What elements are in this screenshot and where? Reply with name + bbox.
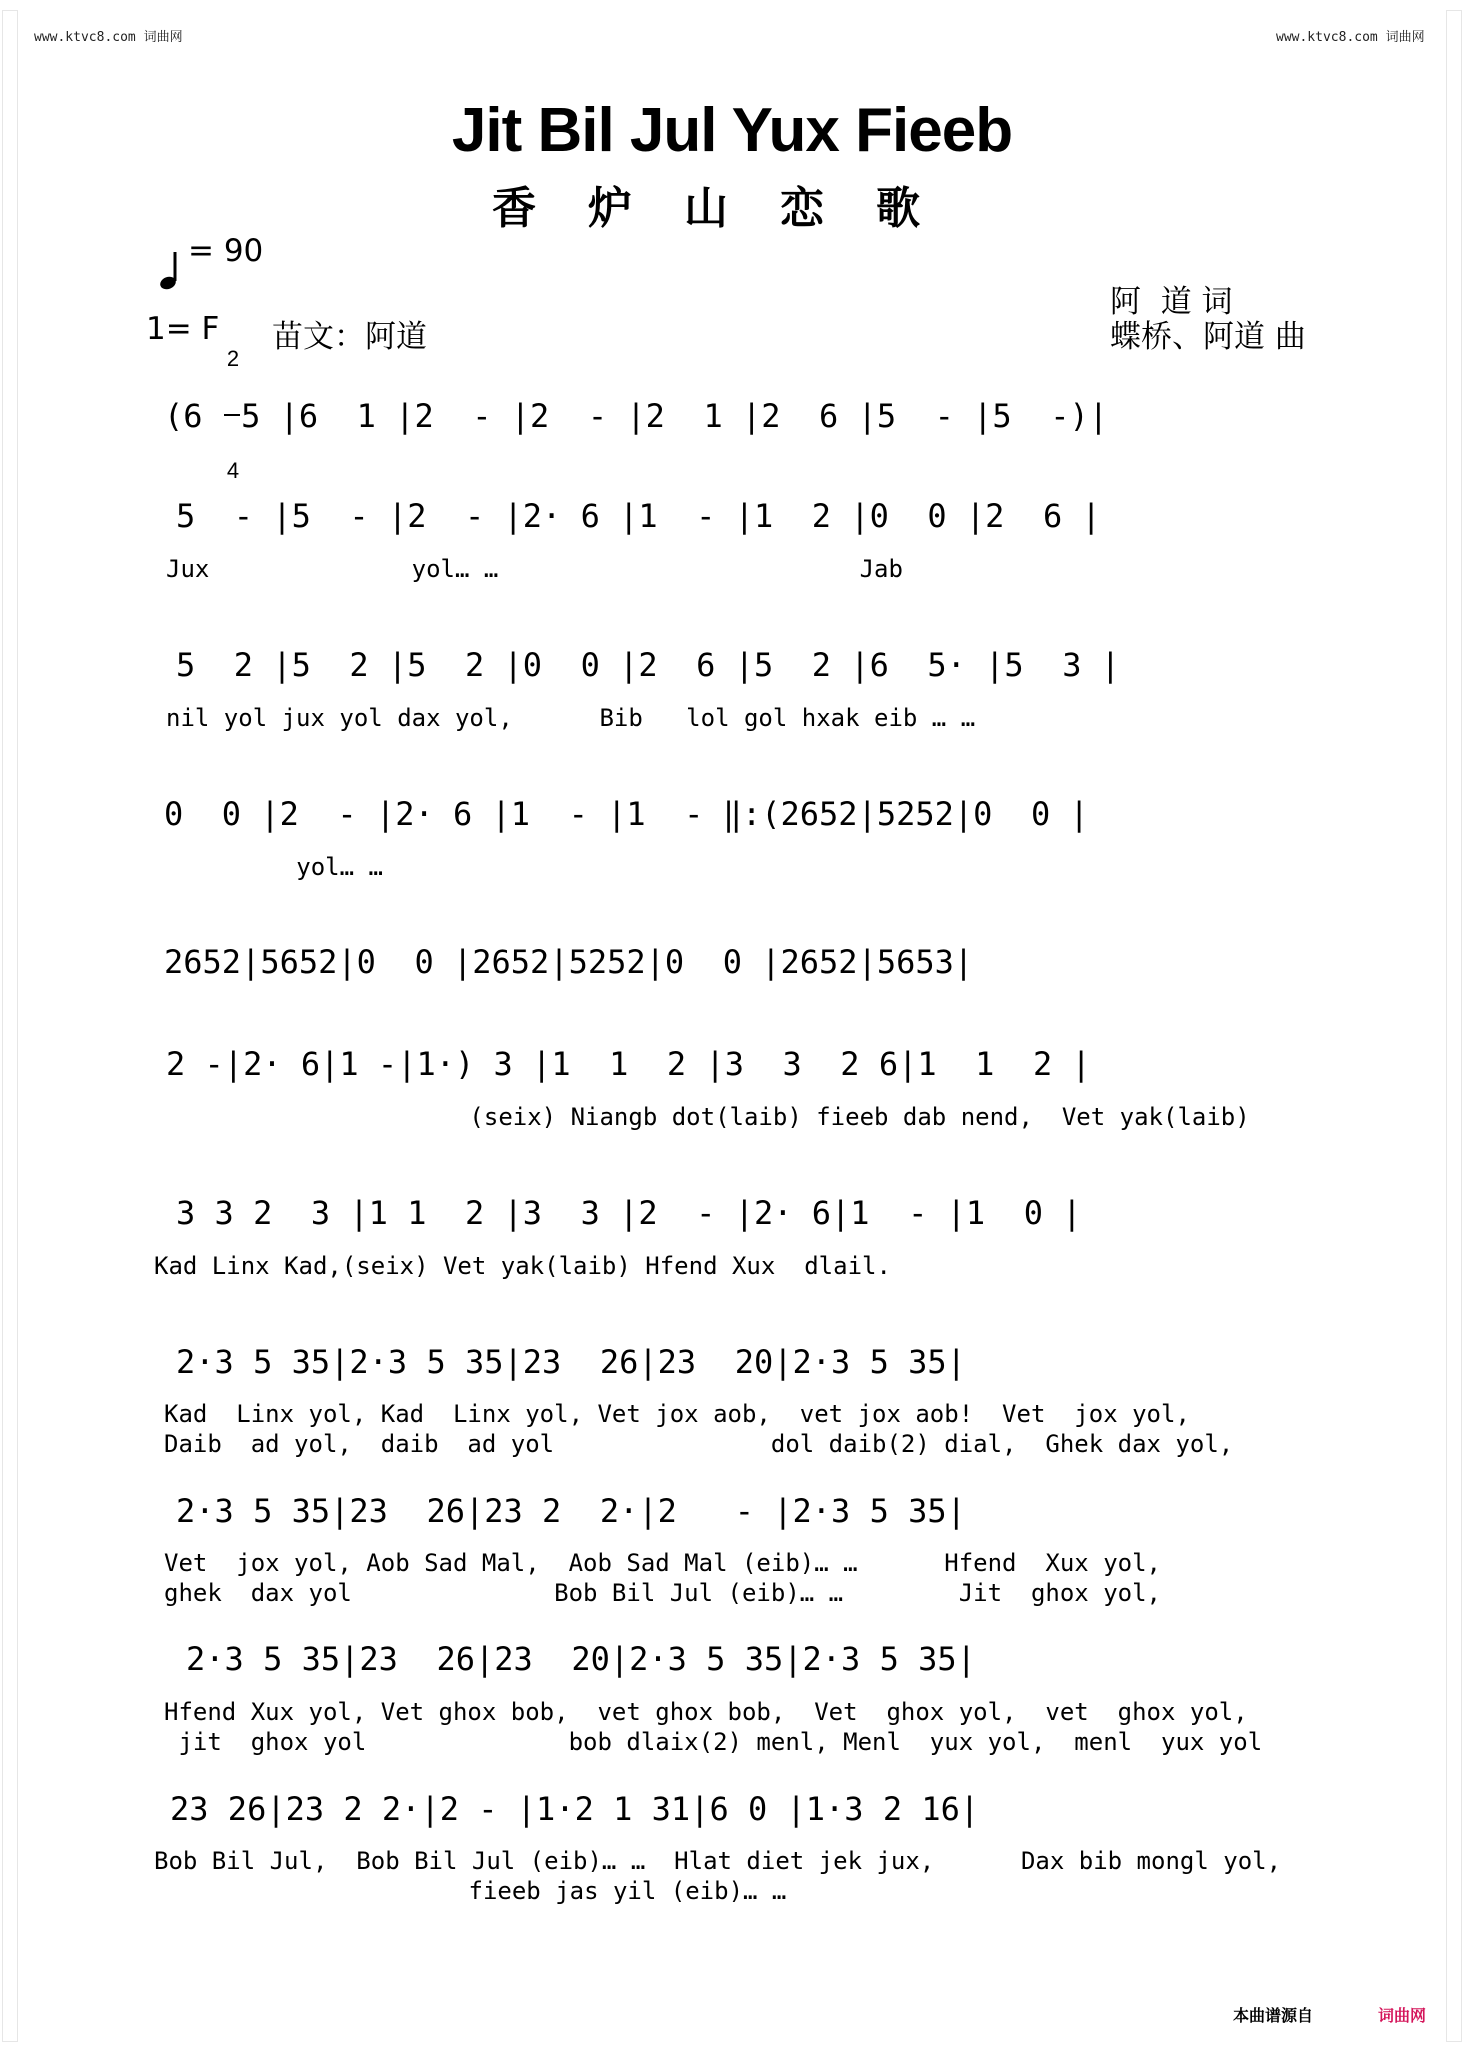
lyric-line-8a: Kad Linx yol, Kad Linx yol, Vet jox aob, vet jox aob! Vet jox yol,: [164, 1400, 1190, 1428]
footer-brand-link[interactable]: 词曲网: [1378, 2006, 1427, 2025]
lyric-line-7: Kad Linx Kad,(seix) Vet yak(laib) Hfend Xux dlail.: [154, 1252, 891, 1280]
notation-line-4: 0 0 |2 - |2· 6 |1 - |1 - ‖:(2652|5252|0 0 |: [164, 795, 1089, 833]
time-signature-numerator: 2: [226, 346, 240, 371]
lyric-line-4: yol… …: [224, 853, 383, 881]
header-site-right[interactable]: www.ktvc8.com 词曲网: [1276, 30, 1425, 45]
right-border-strip: [1446, 10, 1462, 2042]
notation-line-1: (6 5 |6 1 |2 - |2 - |2 1 |2 6 |5 - |5 -)|: [164, 397, 1109, 435]
notation-line-10: 2·3 5 35|23 26|23 20|2·3 5 35|2·3 5 35|: [186, 1640, 976, 1678]
lyric-line-10b: jit ghox yol bob dlaix(2) menl, Menl yux yol, menl yux yol: [164, 1728, 1263, 1756]
lyric-line-10a: Hfend Xux yol, Vet ghox bob, vet ghox bob, Vet ghox yol, vet ghox yol,: [164, 1698, 1248, 1726]
lyric-line-11b: fieeb jas yil (eib)… …: [324, 1877, 787, 1905]
tempo-value: = 90: [188, 233, 264, 269]
song-title-chinese: 香炉山恋歌: [492, 183, 972, 234]
lyric-line-9b: ghek dax yol Bob Bil Jul (eib)… … Jit ghox yol,: [164, 1579, 1161, 1607]
notation-line-7: 3 3 2 3 |1 1 2 |3 3 |2 - |2· 6|1 - |1 0 |: [176, 1194, 1082, 1232]
lyricist-credit: 阿 道 词: [1110, 284, 1233, 320]
lyric-line-3: nil yol jux yol dax yol, Bib lol gol hxak eib … …: [166, 704, 976, 732]
notation-line-11: 23 26|23 2 2·|2 - |1·2 1 31|6 0 |1·3 2 16|: [170, 1790, 980, 1828]
notation-line-2: 5 - |5 - |2 - |2· 6 |1 - |1 2 |0 0 |2 6 |: [176, 497, 1101, 535]
footer-source-label: 本曲谱源自: [1233, 2006, 1314, 2025]
lyric-line-11a: Bob Bil Jul, Bob Bil Jul (eib)… … Hlat diet jek jux, Dax bib mongl yol,: [154, 1847, 1282, 1875]
key-signature: 1= F: [146, 311, 220, 347]
time-signature-denominator: 4: [226, 458, 240, 483]
notation-line-6: 2 -|2· 6|1 -|1·) 3 |1 1 2 |3 3 2 6|1 1 2 |: [166, 1045, 1091, 1083]
composer-credit: 蝶桥、阿道 曲: [1110, 319, 1306, 355]
notation-line-3: 5 2 |5 2 |5 2 |0 0 |2 6 |5 2 |6 5· |5 3 |: [176, 646, 1121, 684]
left-border-strip: [2, 10, 18, 2042]
notation-line-9: 2·3 5 35|23 26|23 2 2·|2 - |2·3 5 35|: [176, 1492, 966, 1530]
lyric-line-6: (seix) Niangb dot(laib) fieeb dab nend, Vet yak(laib): [166, 1103, 1250, 1131]
lyric-line-2: Jux yol… … Jab: [166, 555, 903, 583]
song-title-miao: Jit Bil Jul Yux Fieeb: [451, 96, 1013, 165]
header-site-left[interactable]: www.ktvc8.com 词曲网: [34, 30, 183, 45]
quarter-note-icon: [150, 232, 185, 295]
miao-text-credit: 苗文：阿道: [272, 319, 427, 355]
lyric-line-9a: Vet jox yol, Aob Sad Mal, Aob Sad Mal (eib)… … Hfend Xux yol,: [164, 1549, 1161, 1577]
notation-line-5: 2652|5652|0 0 |2652|5252|0 0 |2652|5653|: [164, 943, 974, 981]
lyric-line-8b: Daib ad yol, daib ad yol dol daib(2) dial, Ghek dax yol,: [164, 1430, 1234, 1458]
notation-line-8: 2·3 5 35|2·3 5 35|23 26|23 20|2·3 5 35|: [176, 1343, 966, 1381]
